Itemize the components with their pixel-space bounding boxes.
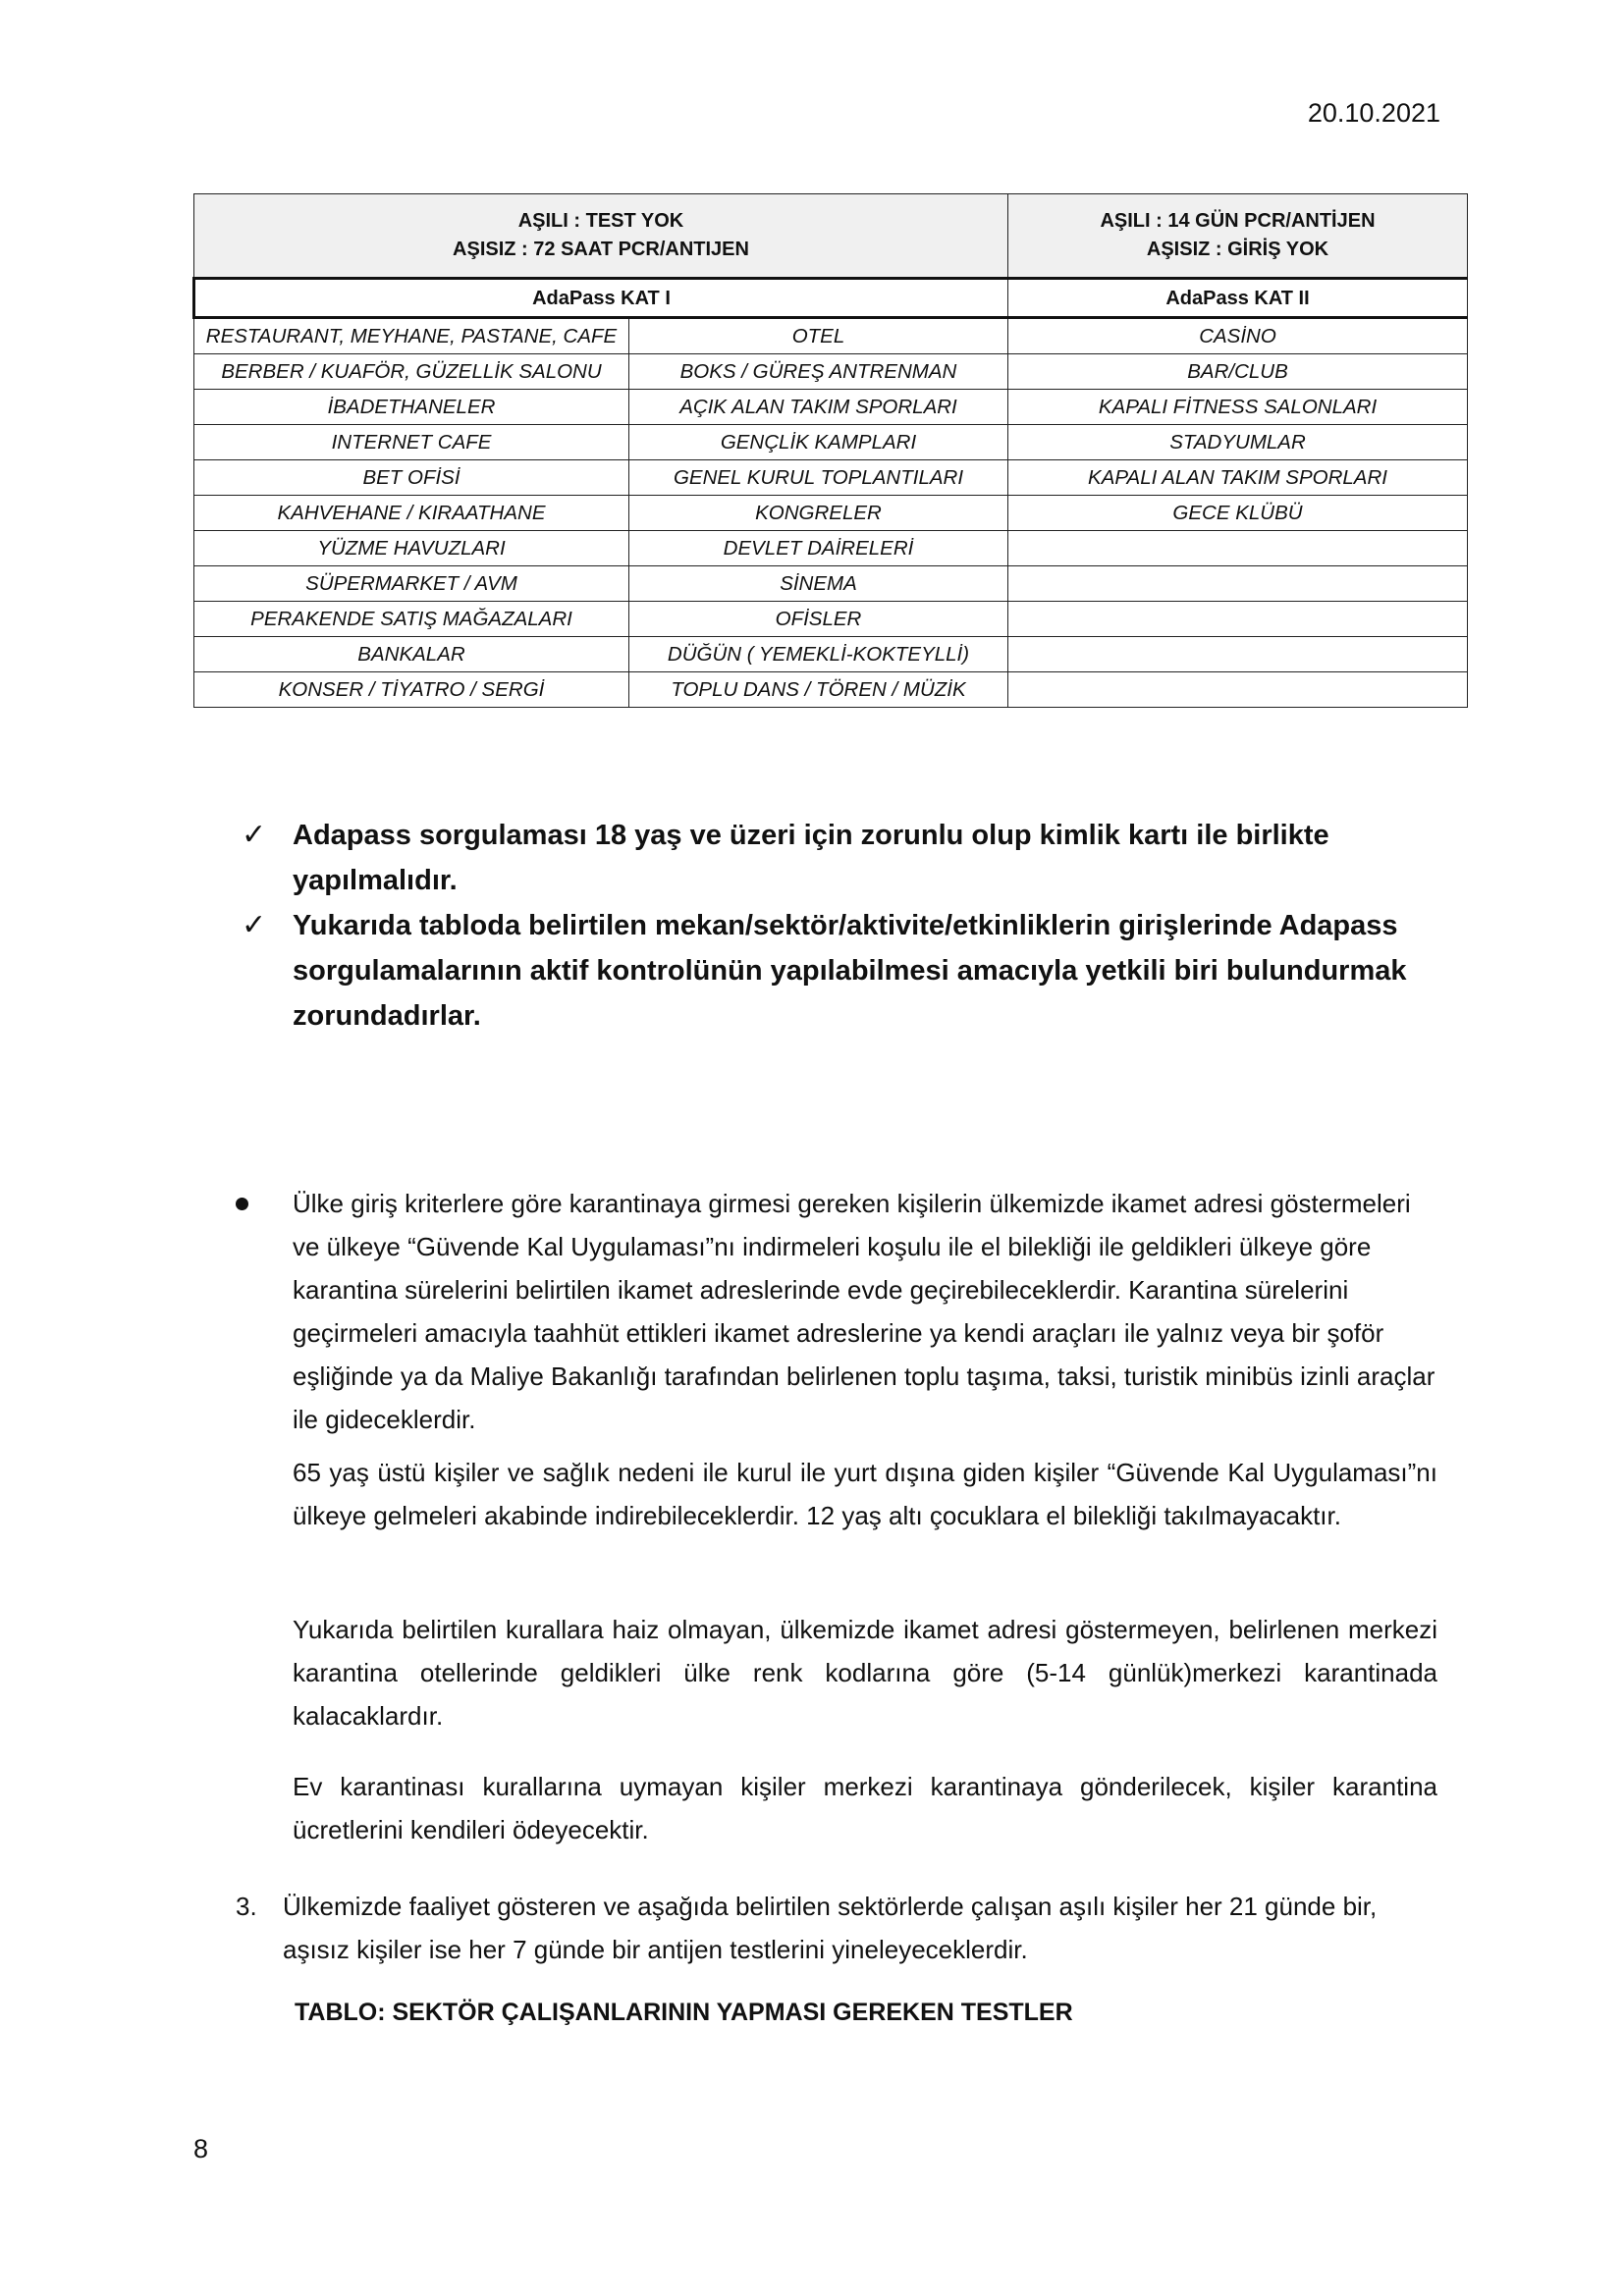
- kat2-venue-cell: KAPALI FİTNESS SALONLARI: [1008, 390, 1468, 425]
- kat1-label: AdaPass KAT I: [194, 279, 1008, 318]
- kat2-venue-cell: GECE KLÜBÜ: [1008, 496, 1468, 531]
- paragraph-text: Ülke giriş kriterlere göre karantinaya girmesi gereken kişilerin ülkemizde ikamet adresi göstermeleri ve ülkeye “Güvende Kal Uygulaması”nı indirmeleri koşulu ile el bilekliği ile geldikleri ülkeye göre karantina sürelerini belirtilen ikamet adreslerinde evde geçirebileceklerdir. Karantina sürelerini geçirmeleri amacıyla taahhüt ettikleri ikamet adreslerine ya kendi araçları ile yalnız veya bir şoför eşliğinde ya da Maliye Bakanlığı tarafından belirlenen toplu taşıma, taksi, turistik minibüs izinli araçlar ile gideceklerdir.: [293, 1189, 1435, 1434]
- kat1-venue-cell-a: YÜZME HAVUZLARI: [194, 531, 629, 566]
- kat1-venue-cell-a: RESTAURANT, MEYHANE, PASTANE, CAFE: [194, 318, 629, 354]
- paragraph-text: 65 yaş üstü kişiler ve sağlık nedeni ile kurul ile yurt dışına giden kişiler “Güvende Kal Uygulaması”nı ülkeye gelmeleri akabinde indirebileceklerdir. 12 yaş altı çocuklara el bilekliği takılmayacaktır.: [293, 1458, 1437, 1530]
- kat1-venue-cell-a: KAHVEHANE / KIRAATHANE: [194, 496, 629, 531]
- kat1-venue-cell-b: TOPLU DANS / TÖREN / MÜZİK: [629, 672, 1008, 708]
- kat2-venue-cell: [1008, 672, 1468, 708]
- kat1-venue-cell-a: BANKALAR: [194, 637, 629, 672]
- kat1-venue-cell-a: İBADETHANELER: [194, 390, 629, 425]
- paragraph-text: Ev karantinası kurallarına uymayan kişiler merkezi karantinaya gönderilecek, kişiler karantina ücretlerini kendileri ödeyecektir.: [293, 1772, 1437, 1844]
- numbered-item-number: 3.: [236, 1892, 257, 1921]
- kat1-venue-cell-b: DEVLET DAİRELERİ: [629, 531, 1008, 566]
- checkmark-icon: ✓: [242, 909, 267, 941]
- table-row: [194, 602, 1468, 637]
- table-row: [194, 460, 1468, 496]
- kat2-venue-cell: KAPALI ALAN TAKIM SPORLARI: [1008, 460, 1468, 496]
- table-row: [194, 390, 1468, 425]
- category-label-row: [194, 279, 1468, 318]
- kat2-venue-cell: [1008, 637, 1468, 672]
- kat2-venue-cell: [1008, 602, 1468, 637]
- kat1-venue-cell-a: BERBER / KUAFÖR, GÜZELLİK SALONU: [194, 354, 629, 390]
- kat1-venue-cell-a: INTERNET CAFE: [194, 425, 629, 460]
- kat2-unvaccinated-rule: AŞISIZ : GİRİŞ YOK: [1146, 239, 1329, 260]
- check-item: [236, 903, 1443, 1039]
- kat1-venue-cell-a: PERAKENDE SATIŞ MAĞAZALARI: [194, 602, 629, 637]
- kat1-venue-cell-b: AÇIK ALAN TAKIM SPORLARI: [629, 390, 1008, 425]
- table-row: [194, 566, 1468, 602]
- kat2-venue-cell: [1008, 531, 1468, 566]
- kat1-unvaccinated-rule: AŞISIZ : 72 SAAT PCR/ANTIJEN: [453, 239, 749, 260]
- kat1-venue-cell-a: SÜPERMARKET / AVM: [194, 566, 629, 602]
- central-quarantine-paragraph: [293, 1608, 1437, 1737]
- kat2-venue-cell: [1008, 566, 1468, 602]
- table-row: [194, 496, 1468, 531]
- kat1-venue-cell-b: SİNEMA: [629, 566, 1008, 602]
- adapass-category-table: [192, 193, 1468, 708]
- kat2-venue-cell: STADYUMLAR: [1008, 425, 1468, 460]
- kat1-requirements-header: [194, 194, 1008, 279]
- table-caption: TABLO: SEKTÖR ÇALIŞANLARININ YAPMASI GEREKEN TESTLER: [295, 1999, 1073, 2026]
- document-date: 20.10.2021: [1307, 98, 1440, 128]
- table-row: [194, 425, 1468, 460]
- check-item-text: Adapass sorgulaması 18 yaş ve üzeri için zorunlu olup kimlik kartı ile birlikte yapılmalıdır.: [293, 820, 1329, 896]
- bullet-icon: [236, 1198, 248, 1210]
- table-row: [194, 531, 1468, 566]
- kat2-venue-cell: CASİNO: [1008, 318, 1468, 354]
- kat2-vaccinated-rule: AŞILI : 14 GÜN PCR/ANTİJEN: [1100, 210, 1376, 232]
- table-row: [194, 672, 1468, 708]
- paragraph-text: Yukarıda belirtilen kurallara haiz olmayan, ülkemizde ikamet adresi göstermeyen, belirlenen merkezi karantina otellerinde geldikleri ülke renk kodlarına göre (5-14 günlük)merkezi karantinada kalacaklardır.: [293, 1615, 1437, 1731]
- page-number: 8: [193, 2134, 209, 2163]
- kat1-venue-cell-b: DÜĞÜN ( YEMEKLİ-KOKTEYLLİ): [629, 637, 1008, 672]
- kat1-venue-cell-b: GENEL KURUL TOPLANTILARI: [629, 460, 1008, 496]
- table-row: [194, 354, 1468, 390]
- elderly-rule-paragraph: [293, 1451, 1437, 1537]
- quarantine-bullet-paragraph: [293, 1182, 1437, 1441]
- kat1-venue-cell-b: GENÇLİK KAMPLARI: [629, 425, 1008, 460]
- home-quarantine-paragraph: [293, 1765, 1437, 1851]
- table-header-row: [194, 194, 1468, 279]
- table-row: [194, 318, 1468, 354]
- kat1-vaccinated-rule: AŞILI : TEST YOK: [517, 210, 684, 232]
- table-row: [194, 637, 1468, 672]
- kat2-venue-cell: BAR/CLUB: [1008, 354, 1468, 390]
- kat1-venue-cell-a: KONSER / TİYATRO / SERGİ: [194, 672, 629, 708]
- check-item-text: Yukarıda tabloda belirtilen mekan/sektör/aktivite/etkinliklerin girişlerinde Adapass sorgulamalarının aktif kontrolünün yapılabilmesi amacıyla yetkili biri bulundurmak zorundadırlar.: [293, 910, 1407, 1032]
- kat1-venue-cell-b: OTEL: [629, 318, 1008, 354]
- kat2-label: AdaPass KAT II: [1008, 279, 1468, 318]
- check-item: [236, 813, 1443, 903]
- numbered-item-text: Ülkemizde faaliyet gösteren ve aşağıda belirtilen sektörlerde çalışan aşılı kişiler her 21 günde bir, aşısız kişiler ise her 7 günde bir antijen testlerini yineleyeceklerdir.: [283, 1892, 1378, 1964]
- kat2-requirements-header: [1008, 194, 1468, 279]
- adapass-notes-list: [236, 813, 1443, 1039]
- checkmark-icon: ✓: [242, 819, 267, 851]
- kat1-venue-cell-b: KONGRELER: [629, 496, 1008, 531]
- kat1-venue-cell-b: BOKS / GÜREŞ ANTRENMAN: [629, 354, 1008, 390]
- kat1-venue-cell-b: OFİSLER: [629, 602, 1008, 637]
- kat1-venue-cell-a: BET OFİSİ: [194, 460, 629, 496]
